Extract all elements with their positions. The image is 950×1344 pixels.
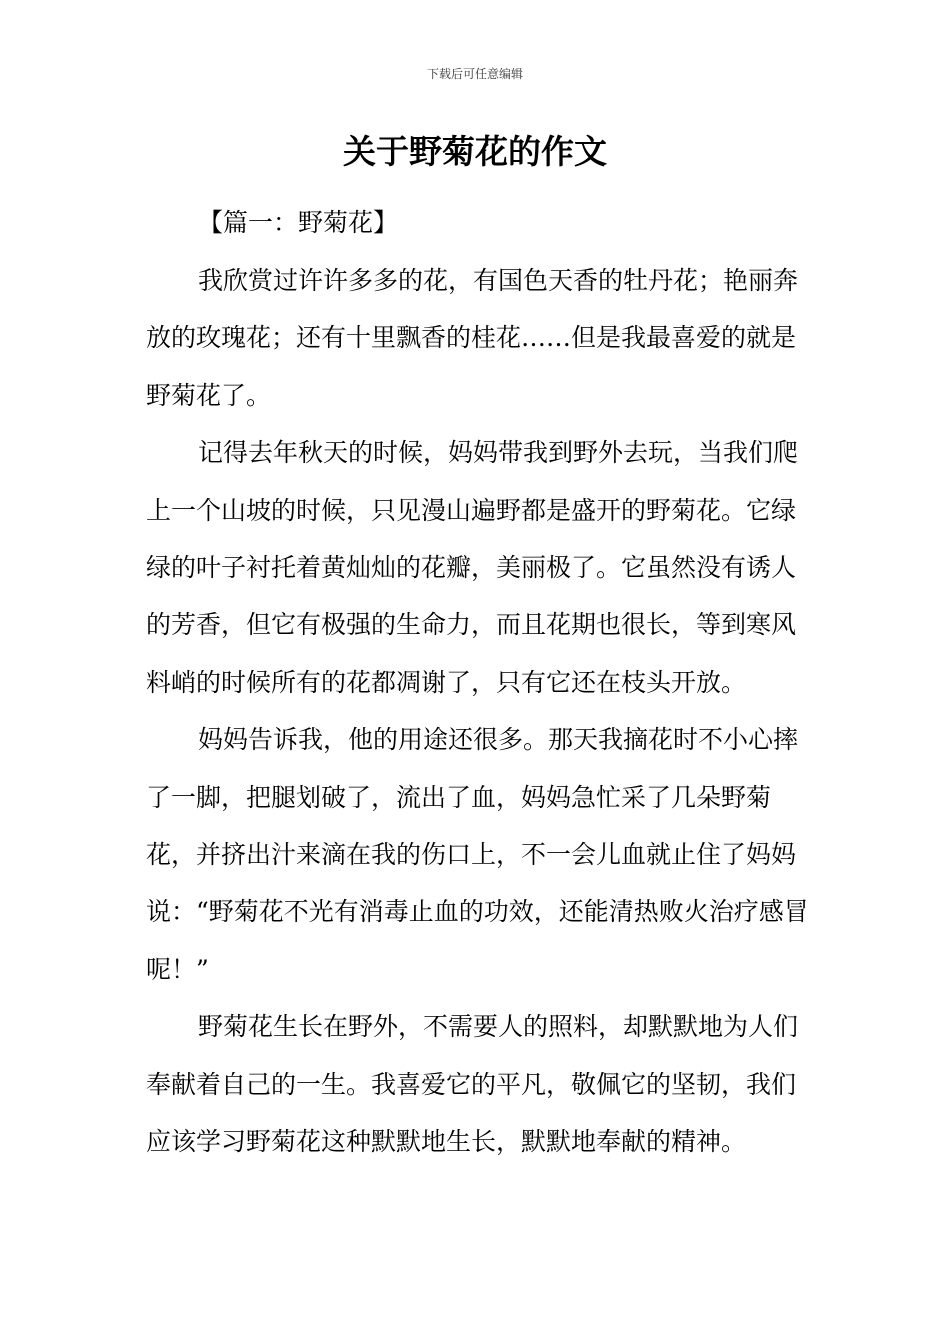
paragraph-2: 记得去年秋天的时候，妈妈带我到野外去玩，当我们爬上一个山坡的时候，只见漫山遍野都是盛开的野菊花。它绿绿的叶子衬托着黄灿灿的花瓣，美丽极了。它虽然没有诱人的芳香，但它有极强的生命力，而且花期也很长，等到寒风料峭的时候所有的花都凋谢了，只有它还在枝头开放。 <box>146 438 799 697</box>
document-body <box>146 194 814 1171</box>
paragraph-3: 妈妈告诉我，他的用途还很多。那天我摘花时不小心摔了一脚，把腿划破了，流出了血，妈妈急忙采了几朵野菊花，并挤出汁来滴在我的伤口上，不一会儿血就止住了妈妈说：“野菊花不光有消毒止血的功效，还能清热败火治疗感冒呢！” <box>146 725 809 984</box>
paragraph-4: 野菊花生长在野外，不需要人的照料，却默默地为人们奉献着自己的一生。我喜爱它的平凡，敬佩它的坚韧，我们应该学习野菊花这种默默地生长，默默地奉献的精神。 <box>146 1012 799 1157</box>
section-heading: 【篇一：野菊花】 <box>198 208 399 237</box>
header-note: 下载后可任意编辑 <box>426 67 523 81</box>
document-title: 关于野菊花的作文 <box>343 132 607 171</box>
paragraph-1: 我欣赏过许许多多的花，有国色天香的牡丹花；艳丽奔放的玫瑰花；还有十里飘香的桂花……但是我最喜爱的就是野菊花了。 <box>146 266 799 410</box>
